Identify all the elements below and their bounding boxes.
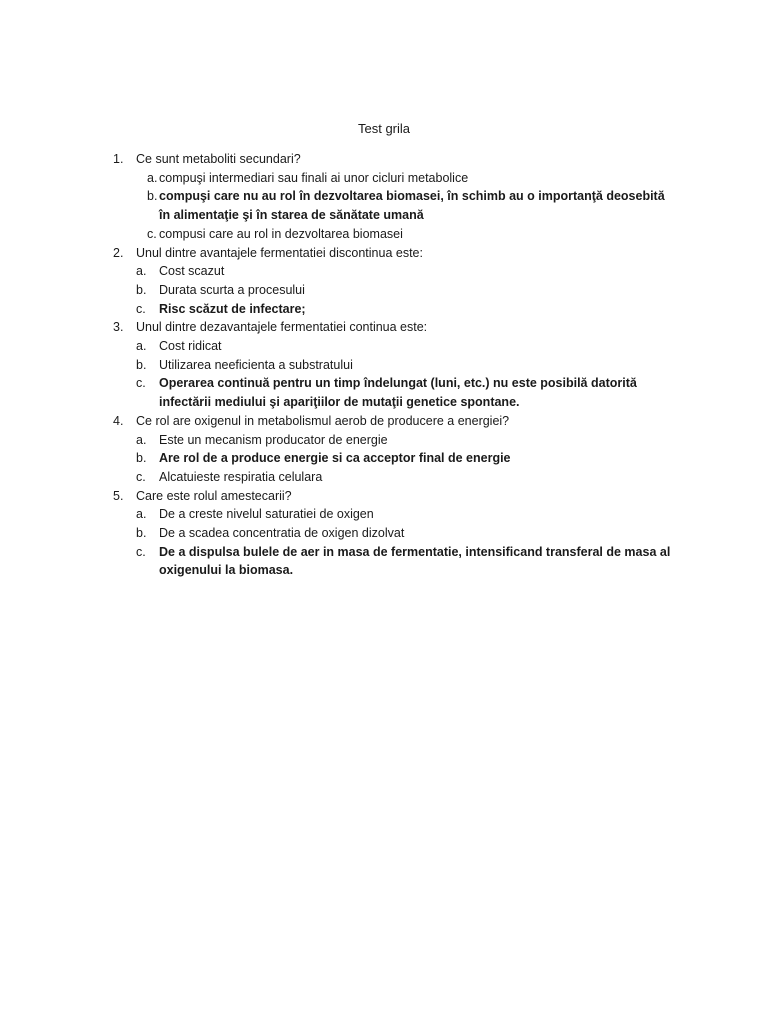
question-number: 1. [113,152,124,166]
answer-letter: a. [136,432,147,447]
answer-letter: b. [136,357,147,372]
document-title: Test grila [357,121,411,136]
answer-option-correct [0,300,768,319]
answer-option-correct [0,374,768,411]
answer-text: De a dispulsa bulele de aer in masa de fermentatie, intensificand transferal de masa al oxigenului la biomasa. [159,544,671,578]
answer-option [0,524,768,543]
question-3 [0,318,768,412]
answer-text: Este un mecanism producator de energie [159,432,388,447]
answer-text: Cost ridicat [159,339,222,354]
answer-text: compuşi care nu au rol în dezvoltarea biomasei, în schimb au o importanţă deosebită în alimentaţie şi în starea de sănătate umană [159,189,665,223]
question-2 [0,244,768,319]
answer-letter: a. [147,170,158,185]
quiz-list [0,150,768,580]
question-number: 4. [113,413,124,428]
answer-option [0,337,768,356]
answer-text: Utilizarea neeficienta a substratului [159,357,353,372]
question-5 [0,487,768,581]
answer-text: De a scadea concentratia de oxigen dizolvat [159,526,405,541]
answer-list [0,337,768,412]
question-number: 3. [113,320,124,335]
question-text: Ce rol are oxigenul in metabolismul aerob de producere a energiei? [136,413,510,428]
answer-option [0,431,768,450]
question-text: Unul dintre dezavantajele fermentatiei continua este: [136,320,428,335]
question-text: Care este rolul amestecarii? [136,488,292,503]
question-number: 5. [113,488,124,503]
answer-option [0,169,768,188]
answer-letter: a. [136,339,147,354]
answer-text: Durata scurta a procesului [159,282,305,297]
answer-option [0,225,768,244]
answer-list [0,431,768,487]
answer-list [0,505,768,580]
answer-letter: b. [136,282,147,297]
answer-option [0,505,768,524]
answer-option [0,262,768,281]
answer-text: Alcatuieste respiratia celulara [159,469,323,484]
answer-list [0,169,768,244]
answer-letter: a. [136,507,147,522]
answer-text: Risc scăzut de infectare; [159,301,306,316]
answer-text: compuşi intermediari sau finali ai unor cicluri metabolice [159,170,469,185]
answer-letter: c. [136,469,146,484]
answer-letter: b. [136,451,147,466]
question-4 [0,412,768,487]
answer-option [0,468,768,487]
answer-text: Operarea continuă pentru un timp îndelungat (luni, etc.) nu este posibilă datorită infectării mediului şi apariţiilor de mutaţii genetice spontane. [159,376,637,410]
answer-text: De a creste nivelul saturatiei de oxigen [159,507,374,522]
answer-letter: a. [136,264,147,279]
answer-letter: c. [136,544,146,559]
answer-letter: b. [136,526,147,541]
question-text: Ce sunt metaboliti secundari? [136,152,301,166]
question-text: Unul dintre avantajele fermentatiei discontinua este: [136,245,423,260]
answer-list [0,262,768,318]
answer-text: Are rol de a produce energie si ca acceptor final de energie [159,451,511,466]
answer-letter: c. [147,226,157,241]
question-number: 2. [113,245,124,260]
answer-text: Cost scazut [159,264,225,279]
answer-option-correct [0,187,768,224]
answer-letter: b. [147,189,158,204]
question-1 [0,150,768,244]
answer-option [0,281,768,300]
answer-option [0,356,768,375]
answer-letter: c. [136,301,146,316]
answer-option-correct [0,543,768,580]
answer-option-correct [0,449,768,468]
answer-letter: c. [136,376,146,391]
answer-text: compusi care au rol in dezvoltarea biomasei [159,226,403,241]
